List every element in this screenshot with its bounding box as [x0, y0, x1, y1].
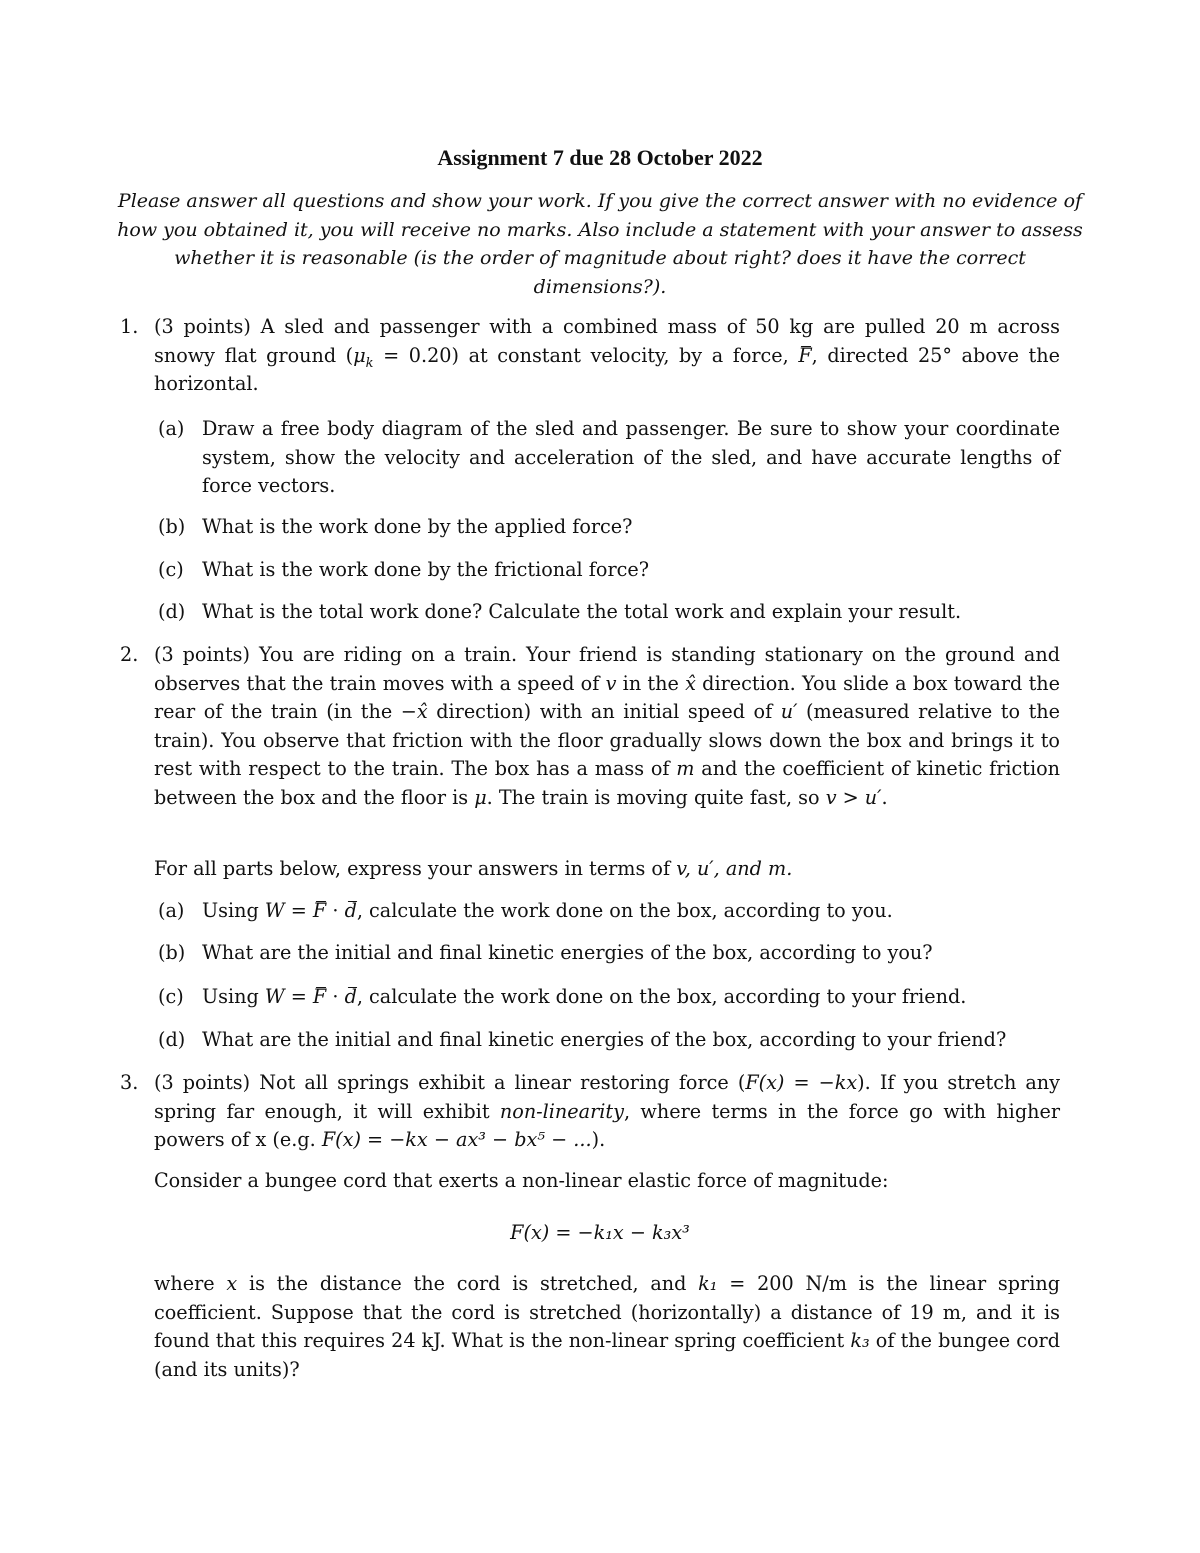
question-1-part-a: [158, 415, 1060, 501]
part-text: What are the initial and final kinetic energies of the box, according to you?: [202, 941, 933, 964]
question-text: direction. You slide a box toward the rear of the train (in the −: [154, 671, 1060, 723]
math-vector-f: F: [312, 899, 327, 922]
question-text: in the: [616, 671, 686, 695]
question-3: [120, 1069, 1061, 1155]
part-text: , calculate the work done on the box, according to your friend.: [356, 985, 967, 1008]
math-equals: =: [284, 899, 313, 922]
question-1: [120, 313, 1060, 399]
math-inequality: v > u′: [825, 785, 882, 809]
math-linear-force: F(x) = −kx: [745, 1071, 858, 1094]
math-dot: ·: [326, 985, 345, 1008]
question-1-part-d: [158, 598, 1060, 627]
question-text: ). If you stretch any spring far enough, it will exhibit: [154, 1071, 1061, 1123]
part-label: (b): [158, 515, 186, 538]
math-w: W: [264, 899, 285, 922]
part-label: (d): [158, 1028, 186, 1051]
math-polynomial-force: F(x) = −kx − ax³ − bx⁵ − ...: [321, 1128, 592, 1151]
part-label: (c): [158, 985, 184, 1008]
math-vector-f: F: [798, 343, 812, 367]
part-text: What is the work done by the applied force?: [202, 515, 633, 538]
question-1-part-b: [158, 513, 1060, 542]
question-text: = 0.20) at constant velocity, by a force,: [373, 343, 799, 367]
part-text: What is the work done by the frictional force?: [202, 558, 649, 581]
question-number: 3.: [120, 1071, 139, 1094]
question-2-part-b: [158, 939, 1060, 968]
math-vector-f: F: [312, 985, 327, 1008]
bungee-force-equation: F(x) = −k₁x − k₃x³: [510, 1221, 690, 1244]
part-label: (d): [158, 600, 186, 623]
math-xhat: x̂: [416, 700, 428, 723]
question-1-part-c: [158, 556, 1060, 585]
question-2-instruction: [154, 855, 1060, 884]
question-text: (measured relative to the train). You observe that friction with the floor gradually slows down the box and brings it to rest with respect to the train. The box has a mass of: [154, 700, 1061, 780]
math-dot: ·: [326, 899, 345, 922]
question-3-description: [154, 1270, 1060, 1384]
question-text: of the bungee cord (and its units)?: [154, 1329, 1061, 1381]
question-number: 2.: [120, 643, 139, 666]
question-text: A sled and passenger with a combined mass of 50 kg are pulled 20 m across snowy flat ground (: [154, 315, 1060, 367]
question-text: Not all springs exhibit a linear restoring force (: [259, 1071, 746, 1094]
math-variables: v, u′, and m.: [676, 857, 793, 880]
question-number: 1.: [120, 315, 139, 338]
instruction-text: For all parts below, express your answers in terms of: [154, 857, 677, 880]
part-label: (a): [158, 417, 185, 440]
page-title: Assignment 7 due 28 October 2022: [437, 145, 763, 170]
question-2-part-a: [158, 897, 1060, 926]
math-k3: k₃: [850, 1329, 870, 1352]
math-k1: k₁: [698, 1272, 718, 1295]
question-2-part-d: [158, 1026, 1060, 1055]
math-vector-d: d: [344, 899, 357, 922]
question-text: You are riding on a train. Your friend is standing stationary on the ground and observes that the train moves with a speed of: [154, 643, 1060, 695]
part-text: What are the initial and final kinetic energies of the box, according to your friend?: [202, 1028, 1007, 1051]
math-v: v: [605, 671, 617, 695]
math-u-prime: u′: [780, 700, 798, 723]
question-2: [120, 641, 1061, 812]
part-text: , calculate the work done on the box, according to you.: [356, 899, 893, 922]
instructions: Please answer all questions and show your work. If you give the correct answer with no evidence of how you obtained it, you will receive no marks. Also include a statement with your answer to assess whether it is reasonable (is the order of magnitude about right? does it have the correct dimensions?).: [117, 190, 1083, 298]
math-m: m: [676, 757, 695, 780]
question-text: direction) with an initial speed of: [427, 700, 781, 723]
math-x: x: [226, 1272, 238, 1295]
question-text: and the coefficient of kinetic friction between the box and the floor is: [154, 757, 1061, 809]
question-text: , where terms in the force go with higher powers of x (e.g.: [154, 1099, 1060, 1151]
emphasis-text: non-linearity: [499, 1099, 624, 1123]
part-text: Draw a free body diagram of the sled and passenger. Be sure to show your coordinate system, show the velocity and acceleration of the sled, and have accurate lengths of force vectors.: [202, 417, 1060, 497]
question-2-part-c: [158, 983, 1060, 1012]
math-mu: μ: [474, 785, 487, 809]
question-text: , directed 25° above the horizontal.: [154, 343, 1060, 395]
question-3-consider: Consider a bungee cord that exerts a non-linear elastic force of magnitude:: [154, 1169, 889, 1192]
question-text: .: [881, 785, 888, 809]
part-label: (a): [158, 899, 185, 922]
question-text: ).: [591, 1128, 606, 1151]
question-text: where: [154, 1272, 227, 1295]
question-points: (3 points): [154, 1071, 251, 1094]
question-text: = 200 N/m is the linear spring coefficient. Suppose that the cord is stretched (horizontally) a distance of 19 m, and it is found that this requires 24 kJ. What is the non-linear spring coefficient: [154, 1272, 1060, 1352]
question-text: . The train is moving quite fast, so: [486, 785, 826, 809]
question-text: is the distance the cord is stretched, and: [237, 1272, 699, 1295]
math-vector-d: d: [344, 985, 357, 1008]
question-points: (3 points): [154, 315, 251, 338]
math-xhat: x̂: [685, 671, 696, 695]
part-text: Using: [202, 899, 265, 922]
math-mu: $\mu_k$: [353, 343, 374, 371]
math-equals: =: [284, 985, 313, 1008]
part-text: Using: [202, 985, 265, 1008]
math-w: W: [264, 985, 285, 1008]
question-points: (3 points): [154, 643, 250, 666]
part-label: (c): [158, 558, 184, 581]
part-label: (b): [158, 941, 186, 964]
part-text: What is the total work done? Calculate the total work and explain your result.: [202, 600, 962, 623]
